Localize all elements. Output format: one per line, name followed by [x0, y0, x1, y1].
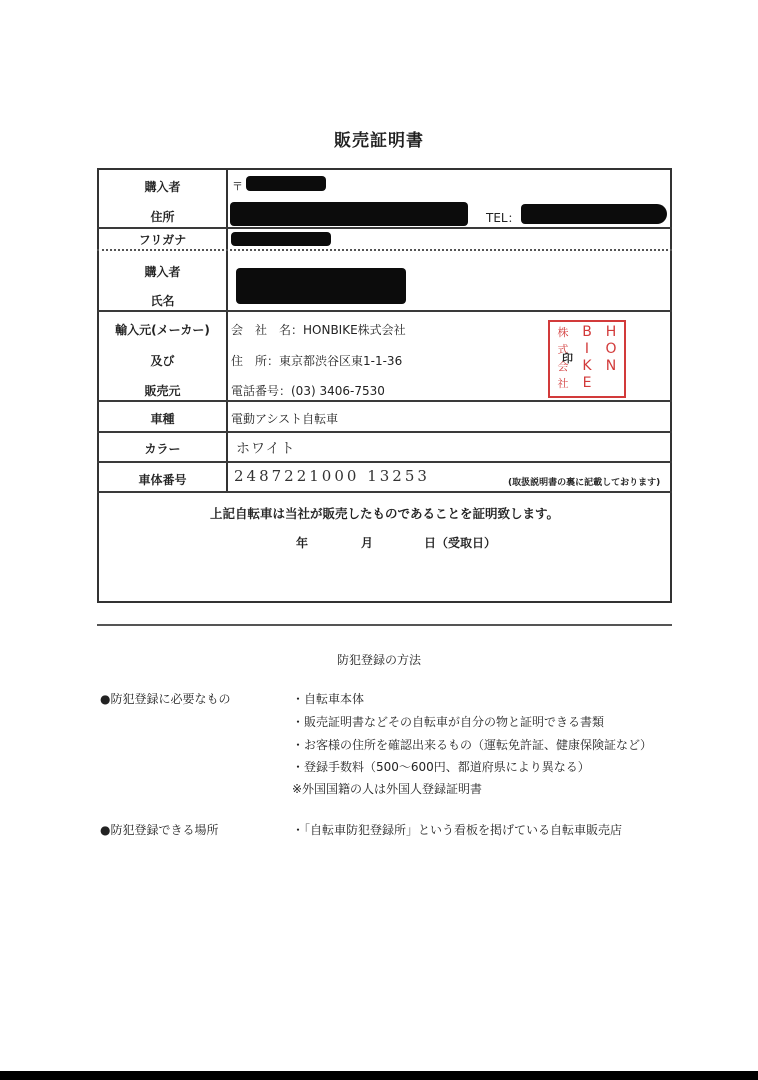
- section-separator: [97, 624, 672, 626]
- date-month: 月: [361, 536, 374, 550]
- label-vehicle-type: 車種: [150, 412, 175, 426]
- label-and: 及び: [150, 354, 175, 368]
- document-title: 販売証明書: [334, 131, 424, 151]
- label-address: 住所: [150, 210, 175, 224]
- required-item: ・お客様の住所を確認出来るもの（運転免許証、健康保険証など）: [292, 738, 653, 752]
- stamp-bike-column: B I K E: [582, 324, 592, 391]
- tel-redacted: [521, 204, 667, 224]
- label-color: カラー: [144, 442, 181, 456]
- vehicle-type-value: 電動アシスト自転車: [231, 412, 339, 426]
- label-purchaser: 購入者: [144, 180, 181, 194]
- label-purchaser-name-2: 氏名: [150, 294, 175, 308]
- frame-number-value: 2487221000 13253: [234, 467, 430, 485]
- required-item: ・販売証明書などその自転車が自分の物と証明できる書類: [292, 715, 605, 729]
- company-phone: 電話番号：(03) 3406-7530: [231, 384, 385, 398]
- color-value: ホワイト: [236, 441, 296, 457]
- company-name: 会 社 名：HONBIKE株式会社: [231, 323, 406, 337]
- required-item: ・登録手数料（500〜600円、都道府県により異なる）: [292, 760, 590, 774]
- tel-label: TEL：: [486, 211, 520, 225]
- column-divider: [226, 168, 228, 492]
- stamp-kanji-column: 株 式 会 社: [557, 326, 569, 390]
- date-year: 年: [296, 536, 309, 550]
- label-frame-number: 車体番号: [138, 473, 187, 487]
- row-divider: [97, 431, 672, 433]
- furigana-redacted: [231, 232, 331, 246]
- company-address: 住 所：東京都渋谷区東1-1-36: [231, 354, 403, 368]
- row-divider-dotted: [97, 249, 672, 251]
- row-divider: [97, 461, 672, 463]
- registration-section-title: 防犯登録の方法: [336, 653, 421, 667]
- address-redacted: [230, 202, 468, 226]
- row-divider: [97, 491, 672, 493]
- company-seal-stamp: [548, 320, 626, 398]
- certification-statement: 上記自転車は当社が販売したものであることを証明致します。: [209, 506, 559, 521]
- registration-place-value: ・「自転車防犯登録所」という看板を掲げている自転車販売店: [292, 823, 623, 837]
- row-divider: [97, 310, 672, 312]
- label-importer: 輸入元(メーカー): [115, 323, 210, 337]
- postal-mark: 〒: [232, 180, 243, 193]
- postal-code-redacted: [246, 176, 326, 191]
- frame-number-note: (取扱説明書の裏に記載しております): [508, 478, 661, 488]
- label-seller: 販売元: [144, 384, 181, 398]
- label-furigana: フリガナ: [138, 233, 187, 247]
- label-purchaser-name-1: 購入者: [144, 265, 181, 279]
- row-divider: [97, 400, 672, 402]
- stamp-hon-column: H O N: [605, 324, 617, 374]
- required-items-label: ●防犯登録に必要なもの: [100, 692, 231, 706]
- registration-place-label: ●防犯登録できる場所: [100, 823, 219, 837]
- foreign-national-note: ※外国国籍の人は外国人登録証明書: [292, 782, 483, 796]
- row-divider: [97, 227, 672, 229]
- date-day-received: 日（受取日）: [424, 536, 497, 550]
- required-item: ・自転車本体: [292, 692, 365, 706]
- bottom-border-bar: [0, 1071, 758, 1080]
- seal-mark: 印: [562, 352, 573, 365]
- purchaser-name-redacted: [236, 268, 406, 304]
